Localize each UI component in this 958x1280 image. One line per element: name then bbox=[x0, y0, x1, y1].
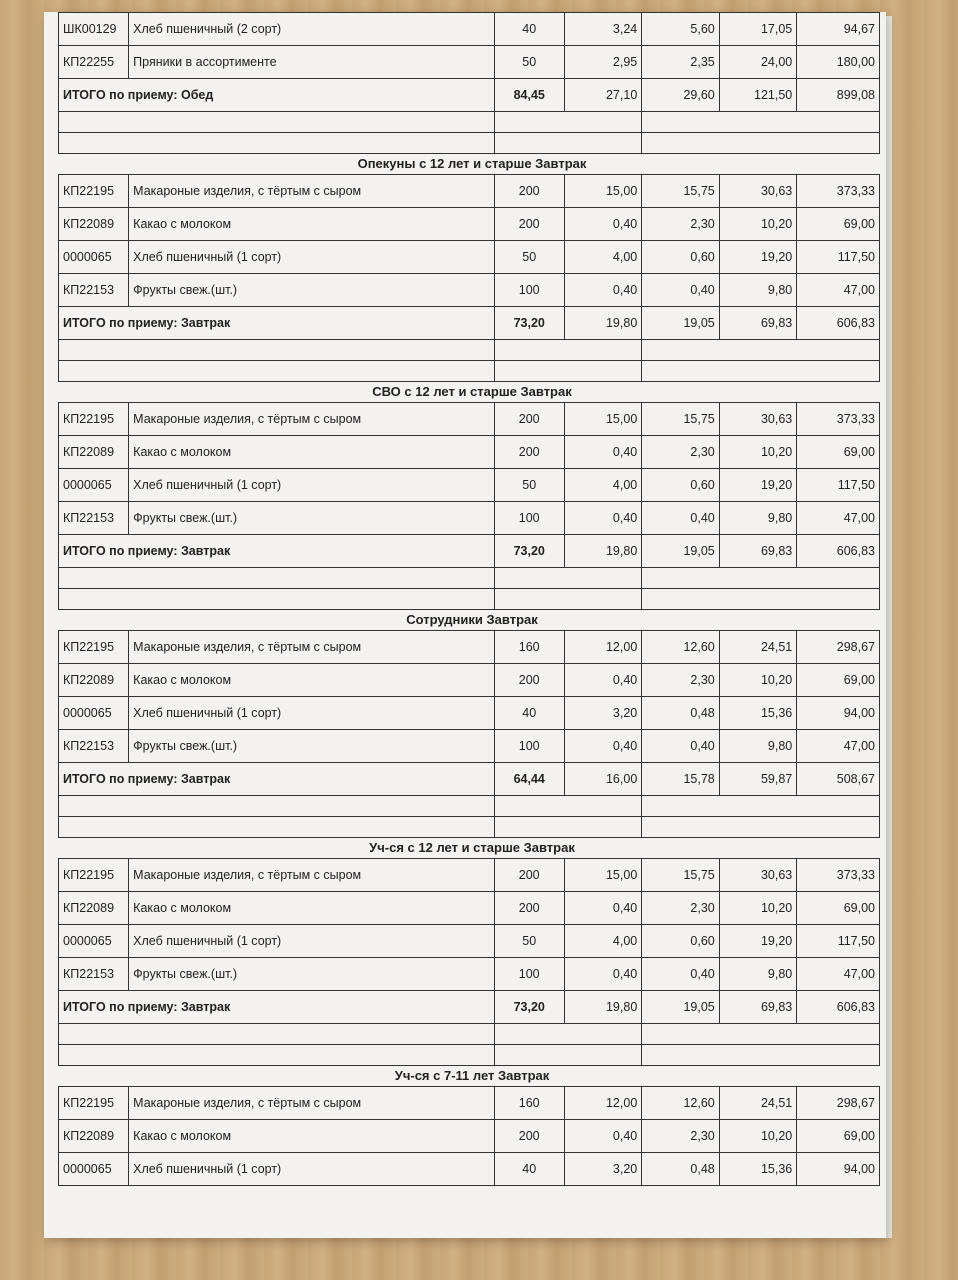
cell-name: Какао с молоком bbox=[129, 208, 494, 241]
empty-row bbox=[59, 589, 880, 610]
menu-table bbox=[58, 1086, 880, 1186]
empty-cell bbox=[494, 112, 642, 133]
cell-name: Хлеб пшеничный (1 сорт) bbox=[129, 469, 494, 502]
total-mass: 73,20 bbox=[494, 535, 564, 568]
cell-name: Фрукты свеж.(шт.) bbox=[129, 958, 494, 991]
cell-name: Хлеб пшеничный (2 сорт) bbox=[129, 13, 494, 46]
cell-f: 0,40 bbox=[642, 730, 719, 763]
empty-cell bbox=[642, 589, 880, 610]
empty-row bbox=[59, 796, 880, 817]
cell-mass: 100 bbox=[494, 730, 564, 763]
table-row bbox=[59, 403, 880, 436]
total-e: 606,83 bbox=[797, 991, 880, 1024]
section-title: Опекуны с 12 лет и старше Завтрак bbox=[357, 156, 587, 171]
cell-mass: 50 bbox=[494, 241, 564, 274]
cell-mass: 200 bbox=[494, 859, 564, 892]
cell-f: 12,60 bbox=[642, 631, 719, 664]
total-f: 15,78 bbox=[642, 763, 719, 796]
cell-f: 0,60 bbox=[642, 925, 719, 958]
cell-c: 30,63 bbox=[719, 403, 796, 436]
menu-table bbox=[58, 402, 880, 610]
cell-e: 69,00 bbox=[797, 436, 880, 469]
empty-cell bbox=[59, 568, 495, 589]
cell-b: 3,20 bbox=[564, 697, 641, 730]
cell-e: 180,00 bbox=[797, 46, 880, 79]
empty-cell bbox=[59, 796, 495, 817]
total-b: 19,80 bbox=[564, 535, 641, 568]
cell-e: 69,00 bbox=[797, 1120, 880, 1153]
cell-c: 9,80 bbox=[719, 502, 796, 535]
table-row bbox=[59, 730, 880, 763]
empty-cell bbox=[494, 340, 642, 361]
cell-name: Хлеб пшеничный (1 сорт) bbox=[129, 925, 494, 958]
table-row bbox=[59, 664, 880, 697]
empty-row bbox=[59, 1045, 880, 1066]
cell-code: КП22089 bbox=[59, 892, 129, 925]
total-e: 899,08 bbox=[797, 79, 880, 112]
cell-c: 24,00 bbox=[719, 46, 796, 79]
cell-e: 47,00 bbox=[797, 502, 880, 535]
cell-name: Хлеб пшеничный (1 сорт) bbox=[129, 241, 494, 274]
cell-code: КП22089 bbox=[59, 1120, 129, 1153]
empty-cell bbox=[494, 133, 642, 154]
cell-mass: 40 bbox=[494, 1153, 564, 1186]
total-c: 69,83 bbox=[719, 991, 796, 1024]
menu-table bbox=[58, 174, 880, 382]
table-row bbox=[59, 1153, 880, 1186]
cell-b: 0,40 bbox=[564, 274, 641, 307]
cell-b: 3,20 bbox=[564, 1153, 641, 1186]
cell-e: 69,00 bbox=[797, 892, 880, 925]
cell-b: 12,00 bbox=[564, 1087, 641, 1120]
empty-row bbox=[59, 361, 880, 382]
cell-name: Какао с молоком bbox=[129, 1120, 494, 1153]
cell-code: 0000065 bbox=[59, 925, 129, 958]
cell-code: КП22089 bbox=[59, 664, 129, 697]
cell-e: 69,00 bbox=[797, 664, 880, 697]
empty-row bbox=[59, 112, 880, 133]
cell-mass: 100 bbox=[494, 958, 564, 991]
section-title: СВО с 12 лет и старше Завтрак bbox=[372, 384, 572, 399]
cell-f: 0,40 bbox=[642, 274, 719, 307]
cell-b: 0,40 bbox=[564, 664, 641, 697]
cell-mass: 200 bbox=[494, 208, 564, 241]
cell-mass: 100 bbox=[494, 274, 564, 307]
empty-cell bbox=[494, 817, 642, 838]
cell-f: 2,35 bbox=[642, 46, 719, 79]
cell-name: Макароные изделия, с тёртым с сыром bbox=[129, 403, 494, 436]
menu-sections bbox=[58, 12, 886, 1186]
cell-e: 47,00 bbox=[797, 274, 880, 307]
table-row bbox=[59, 274, 880, 307]
empty-cell bbox=[642, 796, 880, 817]
cell-name: Фрукты свеж.(шт.) bbox=[129, 274, 494, 307]
cell-code: КП22153 bbox=[59, 502, 129, 535]
empty-row bbox=[59, 1024, 880, 1045]
cell-code: КП22195 bbox=[59, 403, 129, 436]
empty-cell bbox=[642, 340, 880, 361]
empty-cell bbox=[59, 361, 495, 382]
cell-e: 117,50 bbox=[797, 925, 880, 958]
total-b: 19,80 bbox=[564, 307, 641, 340]
cell-e: 373,33 bbox=[797, 403, 880, 436]
empty-cell bbox=[494, 1045, 642, 1066]
table-row bbox=[59, 958, 880, 991]
cell-c: 24,51 bbox=[719, 1087, 796, 1120]
table-row bbox=[59, 13, 880, 46]
empty-row bbox=[59, 568, 880, 589]
cell-f: 12,60 bbox=[642, 1087, 719, 1120]
total-b: 27,10 bbox=[564, 79, 641, 112]
cell-mass: 200 bbox=[494, 175, 564, 208]
cell-mass: 200 bbox=[494, 1120, 564, 1153]
cell-name: Макароные изделия, с тёртым с сыром bbox=[129, 859, 494, 892]
empty-cell bbox=[494, 361, 642, 382]
table-row bbox=[59, 241, 880, 274]
cell-c: 19,20 bbox=[719, 925, 796, 958]
menu-document-page bbox=[44, 12, 886, 1238]
table-row bbox=[59, 1087, 880, 1120]
cell-code: КП22195 bbox=[59, 631, 129, 664]
total-label: ИТОГО по приему: Завтрак bbox=[59, 307, 495, 340]
cell-c: 15,36 bbox=[719, 1153, 796, 1186]
cell-code: КП22153 bbox=[59, 274, 129, 307]
table-row bbox=[59, 697, 880, 730]
cell-b: 12,00 bbox=[564, 631, 641, 664]
cell-name: Макароные изделия, с тёртым с сыром bbox=[129, 631, 494, 664]
cell-b: 4,00 bbox=[564, 925, 641, 958]
cell-c: 10,20 bbox=[719, 1120, 796, 1153]
cell-e: 69,00 bbox=[797, 208, 880, 241]
cell-f: 0,48 bbox=[642, 1153, 719, 1186]
cell-code: КП22195 bbox=[59, 1087, 129, 1120]
total-mass: 73,20 bbox=[494, 991, 564, 1024]
cell-e: 94,00 bbox=[797, 1153, 880, 1186]
cell-c: 24,51 bbox=[719, 631, 796, 664]
cell-name: Какао с молоком bbox=[129, 664, 494, 697]
cell-code: КП22089 bbox=[59, 436, 129, 469]
cell-b: 15,00 bbox=[564, 403, 641, 436]
cell-b: 0,40 bbox=[564, 958, 641, 991]
table-row bbox=[59, 925, 880, 958]
total-label: ИТОГО по приему: Завтрак bbox=[59, 763, 495, 796]
table-row bbox=[59, 502, 880, 535]
cell-code: 0000065 bbox=[59, 241, 129, 274]
total-label: ИТОГО по приему: Обед bbox=[59, 79, 495, 112]
total-label: ИТОГО по приему: Завтрак bbox=[59, 535, 495, 568]
cell-c: 10,20 bbox=[719, 208, 796, 241]
table-row bbox=[59, 859, 880, 892]
table-row bbox=[59, 469, 880, 502]
total-c: 69,83 bbox=[719, 307, 796, 340]
empty-cell bbox=[494, 568, 642, 589]
cell-name: Хлеб пшеничный (1 сорт) bbox=[129, 1153, 494, 1186]
cell-b: 3,24 bbox=[564, 13, 641, 46]
cell-e: 47,00 bbox=[797, 730, 880, 763]
cell-mass: 40 bbox=[494, 13, 564, 46]
empty-cell bbox=[59, 817, 495, 838]
cell-e: 94,67 bbox=[797, 13, 880, 46]
cell-b: 4,00 bbox=[564, 469, 641, 502]
cell-b: 0,40 bbox=[564, 1120, 641, 1153]
total-f: 29,60 bbox=[642, 79, 719, 112]
total-c: 59,87 bbox=[719, 763, 796, 796]
cell-code: 0000065 bbox=[59, 469, 129, 502]
cell-mass: 200 bbox=[494, 892, 564, 925]
cell-f: 15,75 bbox=[642, 859, 719, 892]
section-title: Уч-ся с 7-11 лет Завтрак bbox=[394, 1068, 550, 1083]
menu-table bbox=[58, 630, 880, 838]
total-f: 19,05 bbox=[642, 535, 719, 568]
cell-c: 30,63 bbox=[719, 859, 796, 892]
cell-c: 10,20 bbox=[719, 436, 796, 469]
section-title: Уч-ся с 12 лет и старше Завтрак bbox=[369, 840, 575, 855]
cell-f: 5,60 bbox=[642, 13, 719, 46]
total-e: 606,83 bbox=[797, 535, 880, 568]
table-row bbox=[59, 208, 880, 241]
empty-cell bbox=[494, 589, 642, 610]
total-row bbox=[59, 535, 880, 568]
empty-cell bbox=[642, 568, 880, 589]
cell-b: 0,40 bbox=[564, 208, 641, 241]
empty-cell bbox=[642, 1045, 880, 1066]
cell-name: Пряники в ассортименте bbox=[129, 46, 494, 79]
empty-cell bbox=[494, 796, 642, 817]
empty-cell bbox=[642, 133, 880, 154]
cell-f: 0,40 bbox=[642, 958, 719, 991]
menu-table bbox=[58, 12, 880, 154]
cell-c: 30,63 bbox=[719, 175, 796, 208]
table-row bbox=[59, 46, 880, 79]
cell-e: 373,33 bbox=[797, 175, 880, 208]
total-f: 19,05 bbox=[642, 307, 719, 340]
empty-row bbox=[59, 817, 880, 838]
total-f: 19,05 bbox=[642, 991, 719, 1024]
cell-e: 298,67 bbox=[797, 1087, 880, 1120]
cell-e: 94,00 bbox=[797, 697, 880, 730]
section-title: Сотрудники Завтрак bbox=[406, 612, 538, 627]
empty-cell bbox=[59, 112, 495, 133]
cell-mass: 200 bbox=[494, 403, 564, 436]
total-b: 16,00 bbox=[564, 763, 641, 796]
cell-c: 17,05 bbox=[719, 13, 796, 46]
cell-c: 10,20 bbox=[719, 664, 796, 697]
cell-mass: 200 bbox=[494, 664, 564, 697]
cell-name: Хлеб пшеничный (1 сорт) bbox=[129, 697, 494, 730]
cell-e: 117,50 bbox=[797, 469, 880, 502]
cell-b: 0,40 bbox=[564, 892, 641, 925]
table-row bbox=[59, 175, 880, 208]
cell-f: 2,30 bbox=[642, 436, 719, 469]
table-row bbox=[59, 436, 880, 469]
cell-b: 0,40 bbox=[564, 502, 641, 535]
cell-e: 47,00 bbox=[797, 958, 880, 991]
empty-cell bbox=[59, 1024, 495, 1045]
cell-b: 4,00 bbox=[564, 241, 641, 274]
total-row bbox=[59, 991, 880, 1024]
total-row bbox=[59, 307, 880, 340]
cell-mass: 50 bbox=[494, 46, 564, 79]
cell-code: 0000065 bbox=[59, 697, 129, 730]
cell-c: 9,80 bbox=[719, 274, 796, 307]
cell-code: КП22195 bbox=[59, 859, 129, 892]
cell-mass: 50 bbox=[494, 925, 564, 958]
table-row bbox=[59, 892, 880, 925]
cell-code: КП22153 bbox=[59, 730, 129, 763]
total-mass: 73,20 bbox=[494, 307, 564, 340]
cell-code: КП22255 bbox=[59, 46, 129, 79]
total-row bbox=[59, 763, 880, 796]
cell-f: 15,75 bbox=[642, 403, 719, 436]
cell-code: ШК00129 bbox=[59, 13, 129, 46]
total-label: ИТОГО по приему: Завтрак bbox=[59, 991, 495, 1024]
cell-f: 0,40 bbox=[642, 502, 719, 535]
empty-cell bbox=[59, 589, 495, 610]
cell-name: Макароные изделия, с тёртым с сыром bbox=[129, 1087, 494, 1120]
cell-mass: 160 bbox=[494, 631, 564, 664]
cell-f: 0,60 bbox=[642, 241, 719, 274]
empty-cell bbox=[642, 1024, 880, 1045]
cell-b: 0,40 bbox=[564, 730, 641, 763]
cell-mass: 200 bbox=[494, 436, 564, 469]
cell-code: КП22195 bbox=[59, 175, 129, 208]
cell-e: 117,50 bbox=[797, 241, 880, 274]
cell-name: Макароные изделия, с тёртым с сыром bbox=[129, 175, 494, 208]
empty-cell bbox=[494, 1024, 642, 1045]
cell-f: 0,60 bbox=[642, 469, 719, 502]
total-e: 606,83 bbox=[797, 307, 880, 340]
cell-mass: 160 bbox=[494, 1087, 564, 1120]
cell-b: 0,40 bbox=[564, 436, 641, 469]
cell-b: 15,00 bbox=[564, 175, 641, 208]
table-row bbox=[59, 1120, 880, 1153]
total-c: 69,83 bbox=[719, 535, 796, 568]
cell-mass: 40 bbox=[494, 697, 564, 730]
cell-f: 2,30 bbox=[642, 892, 719, 925]
cell-c: 9,80 bbox=[719, 958, 796, 991]
cell-c: 9,80 bbox=[719, 730, 796, 763]
cell-f: 0,48 bbox=[642, 697, 719, 730]
empty-cell bbox=[59, 1045, 495, 1066]
total-e: 508,67 bbox=[797, 763, 880, 796]
empty-cell bbox=[59, 133, 495, 154]
cell-mass: 100 bbox=[494, 502, 564, 535]
cell-code: 0000065 bbox=[59, 1153, 129, 1186]
total-row bbox=[59, 79, 880, 112]
cell-code: КП22089 bbox=[59, 208, 129, 241]
cell-f: 2,30 bbox=[642, 1120, 719, 1153]
cell-mass: 50 bbox=[494, 469, 564, 502]
cell-f: 15,75 bbox=[642, 175, 719, 208]
cell-c: 15,36 bbox=[719, 697, 796, 730]
empty-row bbox=[59, 133, 880, 154]
total-b: 19,80 bbox=[564, 991, 641, 1024]
cell-e: 373,33 bbox=[797, 859, 880, 892]
total-c: 121,50 bbox=[719, 79, 796, 112]
cell-c: 10,20 bbox=[719, 892, 796, 925]
total-mass: 84,45 bbox=[494, 79, 564, 112]
empty-cell bbox=[59, 340, 495, 361]
cell-b: 15,00 bbox=[564, 859, 641, 892]
cell-e: 298,67 bbox=[797, 631, 880, 664]
empty-cell bbox=[642, 361, 880, 382]
cell-name: Какао с молоком bbox=[129, 892, 494, 925]
table-row bbox=[59, 631, 880, 664]
empty-cell bbox=[642, 112, 880, 133]
cell-name: Фрукты свеж.(шт.) bbox=[129, 502, 494, 535]
empty-cell bbox=[642, 817, 880, 838]
cell-c: 19,20 bbox=[719, 241, 796, 274]
cell-name: Какао с молоком bbox=[129, 436, 494, 469]
total-mass: 64,44 bbox=[494, 763, 564, 796]
empty-row bbox=[59, 340, 880, 361]
cell-c: 19,20 bbox=[719, 469, 796, 502]
cell-b: 2,95 bbox=[564, 46, 641, 79]
cell-code: КП22153 bbox=[59, 958, 129, 991]
cell-f: 2,30 bbox=[642, 664, 719, 697]
cell-f: 2,30 bbox=[642, 208, 719, 241]
menu-table bbox=[58, 858, 880, 1066]
cell-name: Фрукты свеж.(шт.) bbox=[129, 730, 494, 763]
